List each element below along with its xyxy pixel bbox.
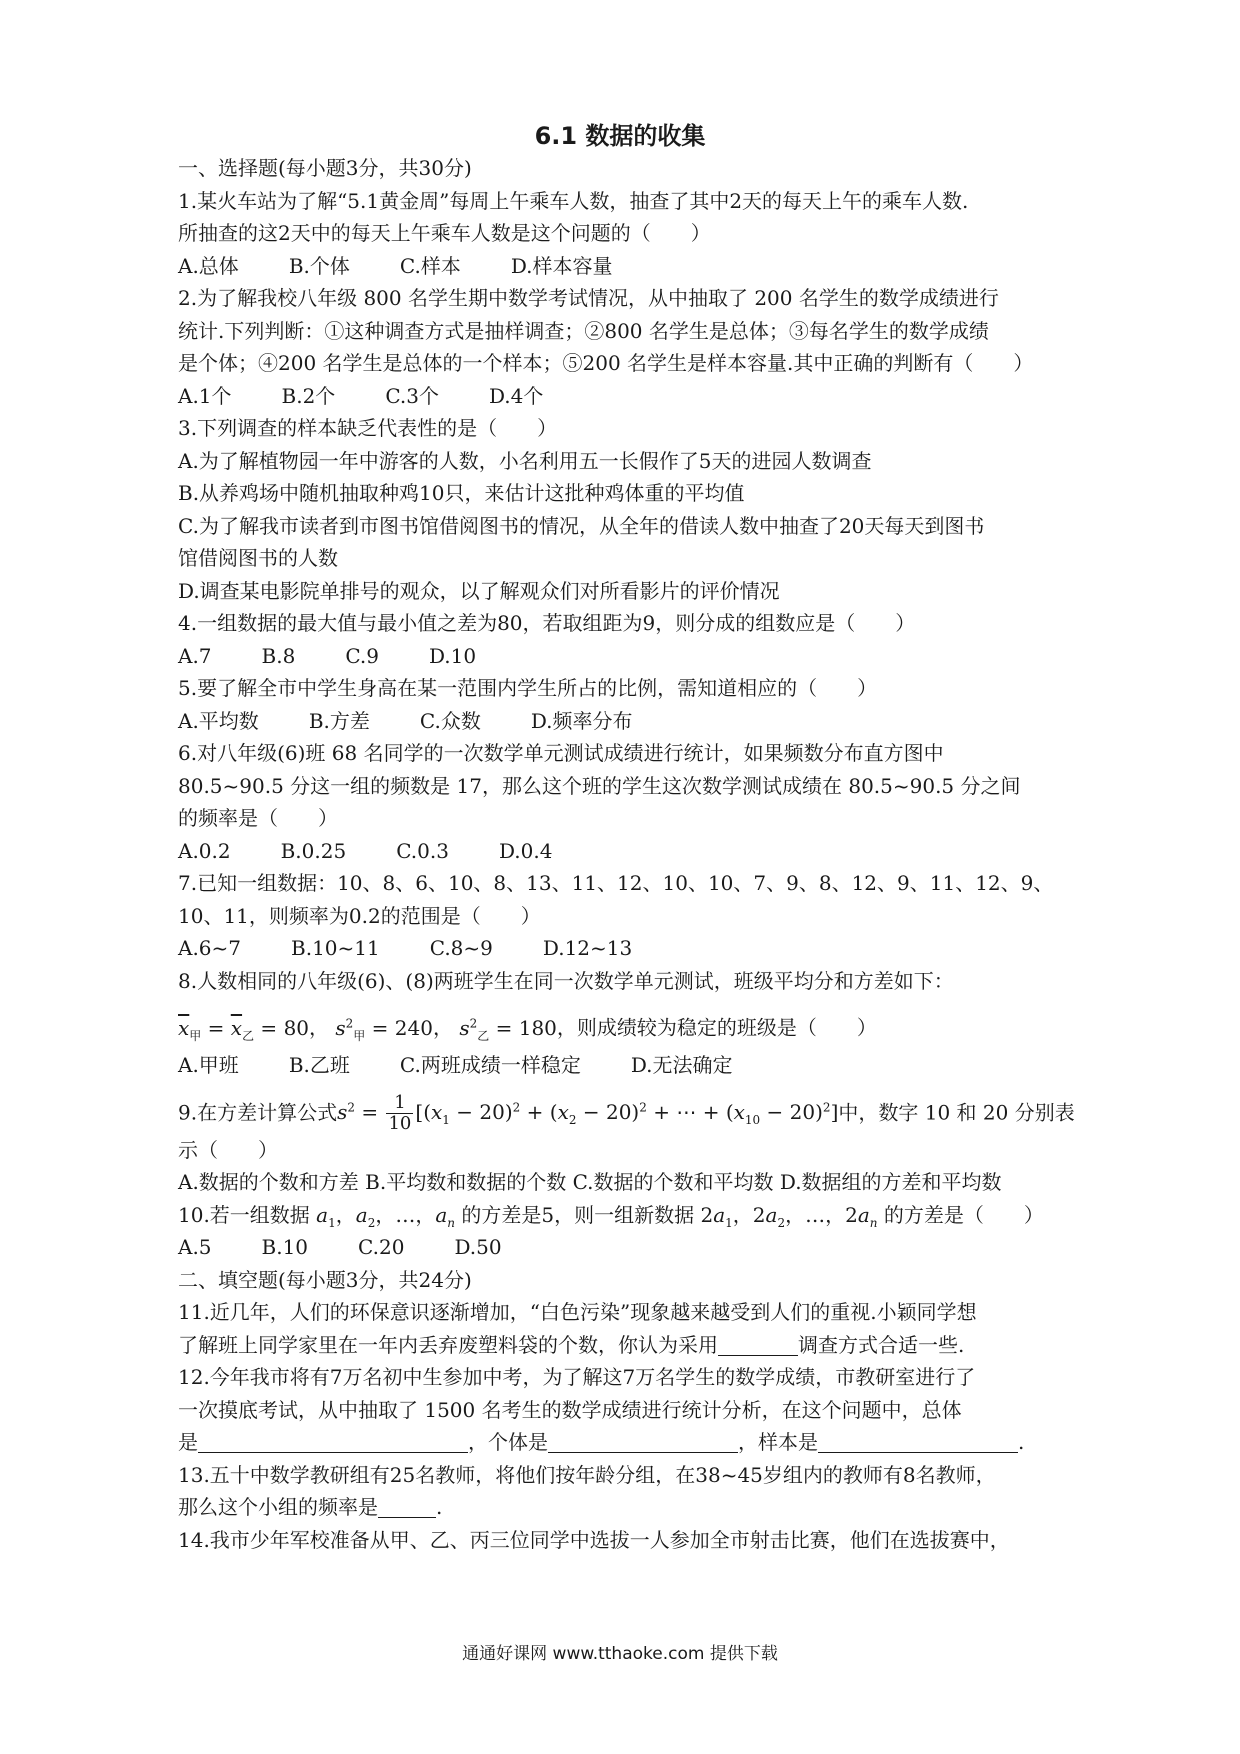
mean-formula: $\overline{x}_甲 = \overline{x}_乙 = 80$ xyxy=(178,1015,310,1043)
question-1-line-1: 1.某火车站为了解“5.1黄金周”每周上午乘车人数，抽查了其中2天的每天上午的乘车人数. xyxy=(178,188,969,213)
variance-jia-formula: $s^2_甲 = 240$ xyxy=(335,1015,433,1043)
choice-d: D.12~13 xyxy=(542,936,633,960)
choice-a: A.0.2 xyxy=(178,838,231,863)
choice-d: D.10 xyxy=(428,643,477,668)
choice-b: B.乙班 xyxy=(288,1053,350,1077)
answer-blank[interactable] xyxy=(378,1495,436,1518)
answer-blank-sample[interactable] xyxy=(818,1430,1018,1453)
choice-a: A.总体 xyxy=(178,253,239,278)
question-12-line-1: 12.今年我市将有7万名初中生参加中考，为了解这7万名学生的数学成绩，市教研室进行了 xyxy=(178,1365,976,1389)
answer-blank-individual[interactable] xyxy=(548,1430,738,1453)
choice-d: D.0.4 xyxy=(498,838,553,863)
question-1-choices xyxy=(178,250,1072,283)
question-12-line-2: 一次摸底考试，从中抽取了 1500 名考生的数学成绩进行统计分析，在这个问题中，总体 xyxy=(178,1397,962,1422)
choice-d: D.50 xyxy=(454,1235,502,1259)
question-1-line-2: 所抽查的这2天中的每天上午乘车人数是这个问题的（ ） xyxy=(178,221,711,245)
choice-b: B.10 xyxy=(261,1235,309,1259)
choice-d: D.样本容量 xyxy=(510,253,613,278)
question-5-line-1: 5.要了解全市中学生身高在某一范围内学生所占的比例，需知道相应的（ ） xyxy=(178,676,878,700)
question-8-line-1: 8.人数相同的八年级(6)、(8)两班学生在同一次数学单元测试，班级平均分和方差如下： xyxy=(178,968,954,993)
choice-c: C.3个 xyxy=(385,383,439,408)
question-2-line-3: 是个体；④200 名学生是总体的一个样本；⑤200 名学生是样本容量.其中正确的判断有（ ） xyxy=(178,351,1034,375)
choice-c: C.20 xyxy=(358,1235,405,1259)
question-8-choices xyxy=(178,1049,1072,1082)
choice-b: B.8 xyxy=(261,643,296,668)
question-9-line-2: 示（ ） xyxy=(178,1137,278,1162)
question-3-line-1: 3.下列调查的样本缺乏代表性的是（ ） xyxy=(178,416,558,440)
section-heading-choice: 一、选择题(每小题3分，共30分) xyxy=(178,156,472,180)
question-8-formula-line: $\overline{x}_甲 = \overline{x}_乙 = 80$， $s^2_甲 = 240$， $s^2_乙 = 180$，则成绩较为稳定的班级是（ ） xyxy=(178,1015,877,1043)
question-13-line-2: 那么这个小组的频率是 . xyxy=(178,1495,443,1519)
question-4-choices xyxy=(178,640,1072,673)
choice-d: D.频率分布 xyxy=(530,708,633,733)
choice-b: B.10~11 xyxy=(291,936,380,960)
question-10-line-1: 10.若一组数据 $a_1$，$a_2$，…，$a_n$ 的方差是5，则一组新数据 $2a_1$，$2a_2$，…，$2a_n$ 的方差是（ ） xyxy=(178,1202,1044,1230)
answer-blank-population[interactable] xyxy=(198,1430,468,1453)
choice-a: A.甲班 xyxy=(178,1053,239,1077)
choice-c: C.0.3 xyxy=(396,838,449,863)
question-6-choices xyxy=(178,835,1072,868)
page-title: 6.1 数据的收集 xyxy=(534,122,706,150)
question-14-line-1: 14.我市少年军校准备从甲、乙、丙三位同学中选拔一人参加全市射击比赛，他们在选拔赛中， xyxy=(178,1527,1010,1552)
page-footer: 通通好课网 www.tthaoke.com 提供下载 xyxy=(462,1644,778,1664)
question-13-line-1: 13.五十中数学教研组有25名教师，将他们按年龄分组，在38~45岁组内的教师有8名教师， xyxy=(178,1462,996,1487)
answer-blank[interactable] xyxy=(718,1333,798,1356)
document-body xyxy=(178,152,1075,1556)
choice-a: A.平均数 xyxy=(178,708,259,733)
question-9-line-1: 9.在方差计算公式$s^2$ = $\frac{1}{10}$ [$(x_1 - 20)^2 + (x_2 - 20)^2$ + ⋯ + $(x_{10} - 20)^2$]中，数字 10 和 20 分别表 xyxy=(178,1092,1075,1135)
question-6-line-2: 80.5~90.5 分这一组的频数是 17，那么这个班的学生这次数学测试成绩在 80.5~90.5 分之间 xyxy=(178,773,1021,798)
choice-a: A.5 xyxy=(178,1235,212,1259)
question-3-option-c-line-1: C.为了解我市读者到市图书馆借阅图书的情况，从全年的借读人数中抽查了20天每天到图书 xyxy=(178,513,985,538)
variance-formula: $s^2$ = $\frac{1}{10}$ [$(x_1 - 20)^2 + (x_2 - 20)^2$ + ⋯ + $(x_{10} - 20)^2$] xyxy=(337,1092,839,1135)
question-6-line-3: 的频率是（ ） xyxy=(178,806,338,830)
question-3-option-c-line-2: 馆借阅图书的人数 xyxy=(178,546,338,570)
choice-c: C.样本 xyxy=(399,253,461,278)
question-11-line-2: 了解班上同学家里在一年内丢弃废塑料袋的个数，你认为采用 调查方式合适一些. xyxy=(178,1332,965,1357)
question-6-line-1: 6.对八年级(6)班 68 名同学的一次数学单元测试成绩进行统计，如果频数分布直方图中 xyxy=(178,741,944,765)
variance-yi-formula: $s^2_乙 = 180$ xyxy=(459,1015,557,1043)
choice-b: B.2个 xyxy=(281,383,336,408)
question-3-option-b: B.从养鸡场中随机抽取种鸡10只，来估计这批种鸡体重的平均值 xyxy=(178,481,745,505)
question-2-choices xyxy=(178,380,1072,413)
question-7-line-1: 7.已知一组数据：10、8、6、10、8、13、11、12、10、10、7、9、8、12、9、11、12、9、 xyxy=(178,871,1054,895)
question-7-line-2: 10、11，则频率为0.2的范围是（ ） xyxy=(178,903,541,928)
choice-c: C.两班成绩一样稳定 xyxy=(399,1053,581,1077)
choice-d: D.无法确定 xyxy=(630,1053,733,1077)
choice-a: A.6~7 xyxy=(178,936,242,960)
section-heading-fill: 二、填空题(每小题3分，共24分) xyxy=(178,1267,472,1292)
choice-c: C.8~9 xyxy=(429,936,493,960)
question-3-option-d: D.调查某电影院单排号的观众，以了解观众们对所看影片的评价情况 xyxy=(178,578,780,603)
choice-b: B.方差 xyxy=(308,708,370,733)
choice-a: A.1个 xyxy=(178,383,232,408)
choice-c: C.9 xyxy=(345,643,379,668)
question-2-line-2: 统计.下列判断：①这种调查方式是抽样调查；②800 名学生是总体；③每名学生的数学成绩 xyxy=(178,318,989,343)
question-12-line-3: 是 ，个体是 ，样本是 . xyxy=(178,1430,1025,1454)
question-9-choices: A.数据的个数和方差 B.平均数和数据的个数 C.数据的个数和平均数 D.数据组的方差和平均数 xyxy=(178,1170,1002,1194)
question-7-choices xyxy=(178,932,1072,965)
choice-d: D.4个 xyxy=(488,383,544,408)
question-2-line-1: 2.为了解我校八年级 800 名学生期中数学考试情况，从中抽取了 200 名学生的数学成绩进行 xyxy=(178,286,999,310)
choice-c: C.众数 xyxy=(419,708,481,733)
choice-b: B.0.25 xyxy=(280,838,347,863)
question-4-line-1: 4.一组数据的最大值与最小值之差为80，若取组距为9，则分成的组数应是（ ） xyxy=(178,611,916,635)
choice-b: B.个体 xyxy=(288,253,350,278)
question-11-line-1: 11.近几年，人们的环保意识逐渐增加，“白色污染”现象越来越受到人们的重视.小颖同学想 xyxy=(178,1300,977,1324)
question-10-choices xyxy=(178,1231,1072,1264)
question-5-choices xyxy=(178,705,1072,738)
choice-a: A.7 xyxy=(178,643,212,668)
question-3-option-a: A.为了解植物园一年中游客的人数，小名利用五一长假作了5天的进园人数调查 xyxy=(178,448,872,473)
